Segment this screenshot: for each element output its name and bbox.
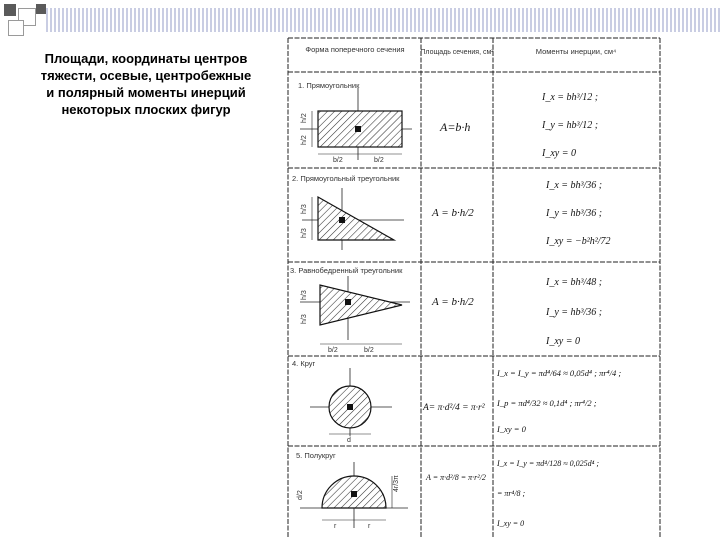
- caption-line: Площади, координаты центров: [44, 51, 248, 66]
- semicircle-figure: [300, 462, 408, 528]
- circle-figure: [310, 368, 392, 436]
- row5-dim: d/2: [297, 490, 304, 500]
- header-area: Площадь сечения, см²: [420, 49, 494, 56]
- row5-moment: I_x = I_y = πd⁴/128 ≈ 0,025d⁴ ;: [497, 459, 600, 468]
- row1-dim: h/2: [301, 113, 308, 123]
- row1-moment: I_y = hb³/12 ;: [542, 120, 599, 131]
- right-triangle-figure: [302, 188, 404, 250]
- row2-dim: h/3: [301, 228, 308, 238]
- row5-moment: = πr⁴/8 ;: [497, 489, 526, 498]
- row4-moment: I_p = πd⁴/32 ≈ 0,1d⁴ ; πr⁴/2 ;: [497, 398, 597, 408]
- caption-line: тяжести, осевые, центробежные: [40, 68, 252, 83]
- row3-dim: b/2: [364, 347, 374, 354]
- row1-dim: b/2: [333, 157, 343, 164]
- row5-title: 5. Полукруг: [296, 451, 336, 460]
- row3-moment: I_y = hb³/36 ;: [546, 307, 603, 318]
- header-shape: Форма поперечного сечения: [305, 45, 405, 54]
- row3-dim: h/3: [301, 314, 308, 324]
- row2-moment: I_xy = −b²h²/72: [546, 236, 611, 247]
- row2-moment: I_x = bh³/36 ;: [546, 180, 603, 191]
- isosceles-triangle-figure: [300, 276, 410, 344]
- row1-area: A=b·h: [440, 120, 471, 134]
- row1-moment: I_xy = 0: [542, 148, 576, 159]
- row3-moment: I_xy = 0: [546, 336, 580, 347]
- row4-title: 4. Круг: [292, 359, 316, 368]
- row3-moment: I_x = bh³/48 ;: [546, 277, 603, 288]
- row4-area: A= π·d²/4 = π·r²: [423, 403, 485, 413]
- row1-dim: b/2: [374, 157, 384, 164]
- row5-dim: 4r/3π: [393, 475, 400, 492]
- row5-area: A = π·d²/8 = π·r²/2: [426, 473, 486, 482]
- row4-moment: I_xy = 0: [497, 424, 526, 434]
- row1-title: 1. Прямоугольник: [298, 81, 360, 90]
- header-moments: Моменты инерции, см⁴: [535, 47, 617, 56]
- rectangle-figure: [300, 88, 412, 160]
- caption-line: и полярный моменты инерций: [46, 85, 246, 100]
- row1-dim: h/2: [301, 135, 308, 145]
- row4-dim: d: [347, 437, 351, 444]
- row4-moment: I_x = I_y = πd⁴/64 ≈ 0,05d⁴ ; πr⁴/4 ;: [497, 368, 622, 378]
- row3-dim: h/3: [301, 290, 308, 300]
- row2-dim: h/3: [301, 204, 308, 214]
- row2-area: A = b·h/2: [432, 207, 474, 219]
- caption-line: некоторых плоских фигур: [61, 102, 231, 117]
- row3-dim: b/2: [328, 347, 338, 354]
- row3-area: A = b·h/2: [432, 296, 474, 308]
- row5-dim: r: [334, 523, 337, 530]
- row5-dim: r: [368, 523, 371, 530]
- row3-title: 3. Равнобедренный треугольник: [290, 266, 403, 275]
- row2-title: 2. Прямоугольный треугольник: [292, 174, 400, 183]
- row1-moment: I_x = bh³/12 ;: [542, 92, 599, 103]
- row2-moment: I_y = hb³/36 ;: [546, 208, 603, 219]
- row5-moment: I_xy = 0: [497, 519, 525, 528]
